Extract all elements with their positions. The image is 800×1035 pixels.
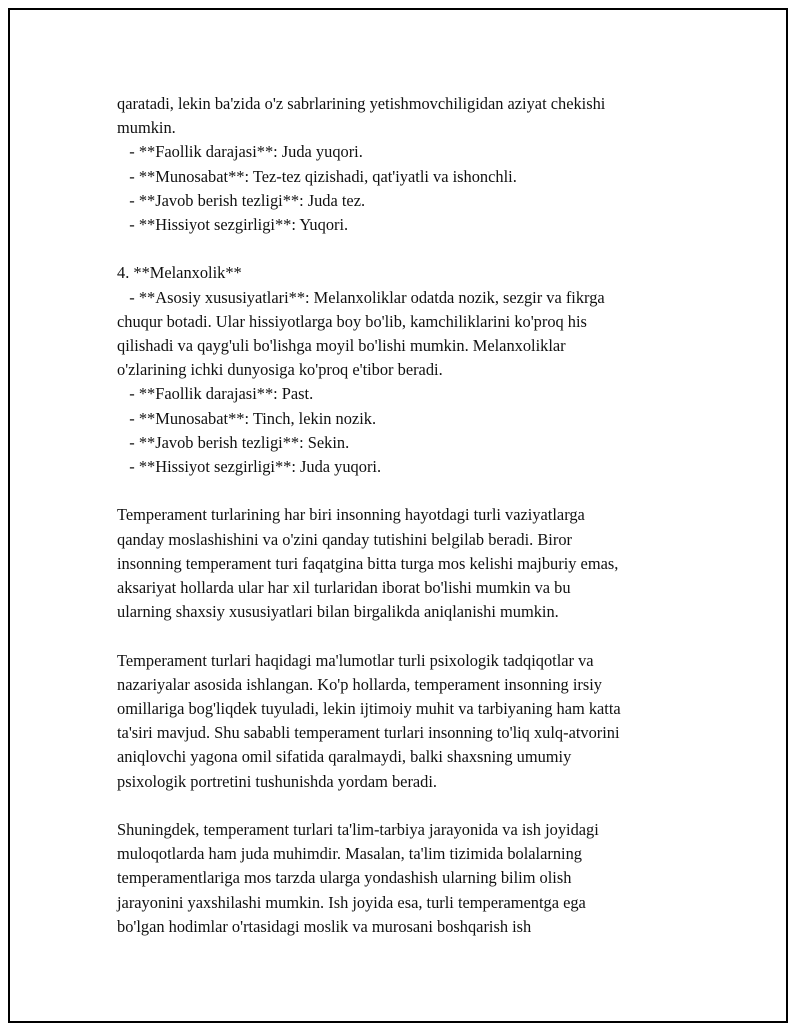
- text-line: chuqur botadi. Ular hissiyotlarga boy bo'lib, kamchiliklarini ko'proq his: [117, 311, 587, 331]
- paragraph-gap: [117, 794, 692, 818]
- text-line: aksariyat hollarda ular har xil turlaridan iborat bo'lishi mumkin va bu: [117, 578, 571, 598]
- list-item: - **Hissiyot sezgirligi**: Yuqori.: [117, 215, 349, 235]
- text-line: insonning temperament turi faqatgina bitta turga mos kelishi majburiy emas,: [117, 553, 619, 573]
- paragraph-gap: [117, 624, 692, 648]
- text-line: jarayonini yaxshilashi mumkin. Ish joyida esa, turli temperamentga ega: [117, 892, 586, 912]
- paragraph: [117, 649, 692, 794]
- document-body: [117, 92, 692, 939]
- text-line: ularning shaxsiy xususiyatlari bilan birgalikda aniqlanishi mumkin.: [117, 602, 559, 622]
- list-item: - **Munosabat**: Tinch, lekin nozik.: [117, 408, 377, 428]
- text-line: Temperament turlari haqidagi ma'lumotlar turli psixologik tadqiqotlar va: [117, 650, 594, 670]
- text-line: Temperament turlarining har biri insonning hayotdagi turli vaziyatlarga: [117, 505, 585, 525]
- paragraph: [117, 503, 692, 624]
- text-line: qaratadi, lekin ba'zida o'z sabrlarining yetishmovchiligidan aziyat chekishi: [117, 94, 606, 113]
- list-item: - **Munosabat**: Tez-tez qizishadi, qat'iyatli va ishonchli.: [117, 166, 517, 186]
- text-line: o'zlarining ichki dunyosiga ko'proq e'tibor beradi.: [117, 360, 443, 380]
- paragraph-gap: [117, 479, 692, 503]
- text-line: temperamentlariga mos tarzda ularga yondashish ularning bilim olish: [117, 868, 572, 888]
- text-line: Shuningdek, temperament turlari ta'lim-tarbiya jarayonida va ish joyidagi: [117, 820, 599, 840]
- list-item: - **Faollik darajasi**: Juda yuqori.: [117, 142, 363, 162]
- text-line: omillariga bog'liqdek tuyuladi, lekin ijtimoiy muhit va tarbiyaning ham katta: [117, 699, 621, 719]
- list-item: - **Faollik darajasi**: Past.: [117, 384, 314, 404]
- list-item: - **Javob berish tezligi**: Juda tez.: [117, 190, 366, 210]
- text-line: qanday moslashishini va o'zini qanday tutishini belgilab beradi. Biror: [117, 529, 572, 549]
- text-line: qilishadi va qayg'uli bo'lishga moyil bo'lishi mumkin. Melanxoliklar: [117, 336, 566, 356]
- text-line: psixologik portretini tushunishda yordam beradi.: [117, 771, 438, 791]
- text-line: aniqlovchi yagona omil sifatida qaralmaydi, balki shaxsning umumiy: [117, 747, 572, 767]
- text-line: ta'siri mavjud. Shu sababli temperament turlari insonning to'liq xulq-atvorini: [117, 723, 620, 743]
- section-heading: 4. **Melanxolik**: [117, 263, 242, 283]
- text-line: muloqotlarda ham juda muhimdir. Masalan, ta'lim tizimida bolalarning: [117, 844, 582, 864]
- text-line: nazariyalar asosida ishlangan. Ko'p hollarda, temperament insonning irsiy: [117, 674, 602, 694]
- text-line: mumkin.: [117, 118, 176, 138]
- text-line: bo'lgan hodimlar o'rtasidagi moslik va murosani boshqarish ish: [117, 916, 532, 936]
- list-item: - **Asosiy xususiyatlari**: Melanxoliklar odatda nozik, sezgir va fikrga: [117, 287, 605, 307]
- list-item: - **Javob berish tezligi**: Sekin.: [117, 432, 350, 452]
- list-item: - **Hissiyot sezgirligi**: Juda yuqori.: [117, 457, 382, 477]
- choleric-traits-block: [117, 92, 692, 237]
- melancholic-section: [117, 261, 692, 479]
- paragraph: [117, 818, 692, 939]
- paragraph-gap: [117, 237, 692, 261]
